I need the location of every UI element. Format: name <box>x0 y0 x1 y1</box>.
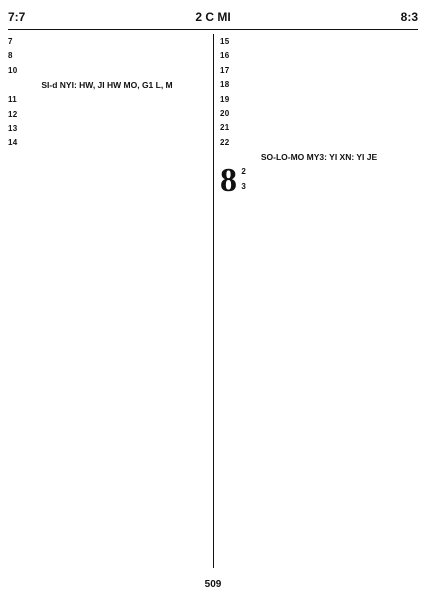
verse-number: 16 <box>220 51 230 61</box>
paragraph <box>220 181 418 192</box>
paragraph <box>8 65 206 76</box>
paragraph <box>8 50 206 61</box>
left-column <box>8 33 206 573</box>
paragraph <box>220 94 418 105</box>
section-heading: SI-d NYI: HW, JI HW MO, G1 L, M <box>41 80 173 91</box>
chapter-number: 8 <box>220 162 238 200</box>
verse-number: 13 <box>8 124 18 134</box>
verse-number: 22 <box>220 137 230 147</box>
paragraph <box>8 36 206 47</box>
page-number: 509 <box>204 579 222 590</box>
verse-number: 8 <box>8 51 13 61</box>
paragraph <box>220 50 418 61</box>
paragraph <box>220 108 418 119</box>
paragraph <box>8 123 206 134</box>
verse-number: 20 <box>220 109 230 119</box>
paragraph <box>8 94 206 105</box>
verse-number: 3 <box>241 181 247 191</box>
verse-number: 19 <box>220 94 230 104</box>
verse-number: 21 <box>220 123 230 133</box>
right-column <box>220 33 418 573</box>
verse-number: 18 <box>220 80 230 90</box>
verse-number: 15 <box>220 37 230 46</box>
verse-number: 17 <box>220 65 230 75</box>
header-right-reference: 8:3 <box>400 10 418 24</box>
paragraph <box>8 137 206 148</box>
paragraph <box>220 122 418 133</box>
paragraph <box>220 137 418 148</box>
paragraph <box>220 36 418 47</box>
column-divider <box>213 34 214 568</box>
page-header <box>8 10 418 26</box>
paragraph <box>8 109 206 120</box>
verse-number: 11 <box>8 95 18 105</box>
verse-number: 14 <box>8 138 18 148</box>
paragraph <box>220 79 418 90</box>
paragraph <box>220 166 418 177</box>
paragraph <box>220 65 418 76</box>
verse-number: 2 <box>241 167 247 177</box>
verse-number: 7 <box>8 37 13 46</box>
header-book-title: 2 C MI <box>195 10 231 24</box>
verse-number: 10 <box>8 65 18 75</box>
verse-number: 12 <box>8 109 18 119</box>
header-left-reference: 7:7 <box>8 10 26 24</box>
section-heading: SO-LO-MO MY3: YI XN: YI JE <box>260 152 378 163</box>
header-rule <box>8 29 418 30</box>
